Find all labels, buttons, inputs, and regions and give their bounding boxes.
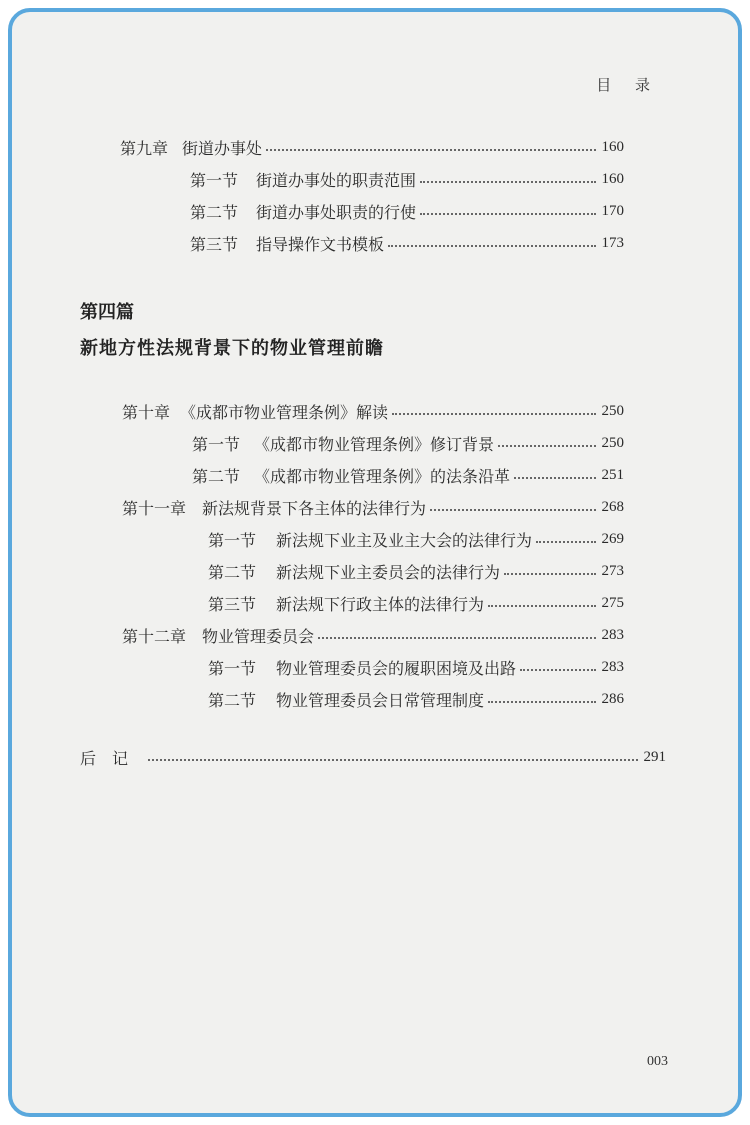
page-number: 283 [601, 626, 624, 643]
page-number: 269 [601, 530, 624, 547]
section-label: 第二节 [208, 564, 257, 582]
section-title: 指导操作文书模板 [256, 236, 385, 254]
page-number: 173 [601, 234, 624, 251]
toc-section-entry[interactable] [208, 558, 624, 584]
section-title: 新法规下行政主体的法律行为 [276, 596, 485, 614]
page-folio: 003 [647, 1054, 668, 1069]
page-frame [8, 8, 742, 1117]
section-label: 第一节 [208, 532, 257, 550]
dot-leader [488, 701, 595, 703]
page-number: 286 [601, 690, 624, 707]
chapter-title: 街道办事处 [182, 140, 263, 158]
dot-leader [420, 213, 595, 215]
page-number: 273 [601, 562, 624, 579]
page-number: 160 [601, 170, 624, 187]
chapter-title: 新法规背景下各主体的法律行为 [202, 500, 427, 518]
section-title: 物业管理委员会的履职困境及出路 [276, 660, 517, 678]
dot-leader [266, 149, 595, 151]
section-title: 《成都市物业管理条例》修订背景 [254, 436, 495, 454]
section-label: 第三节 [190, 236, 239, 254]
section-title: 新法规下业主及业主大会的法律行为 [276, 532, 533, 550]
page-number: 283 [601, 658, 624, 675]
section-title: 物业管理委员会日常管理制度 [276, 692, 485, 710]
dot-leader [514, 477, 595, 479]
dot-leader [148, 759, 637, 761]
dot-leader [392, 413, 595, 415]
chapter-label: 第十二章 [122, 628, 187, 646]
toc-section-entry[interactable] [190, 166, 624, 192]
section-title: 新法规下业主委员会的法律行为 [276, 564, 501, 582]
section-label: 第一节 [192, 436, 241, 454]
toc-section-entry[interactable] [208, 686, 624, 712]
page-number: 170 [601, 202, 624, 219]
page-number: 160 [601, 138, 624, 155]
chapter-label: 第十一章 [122, 500, 187, 518]
running-header: 目 录 [596, 78, 660, 94]
dot-leader [498, 445, 595, 447]
dot-leader [388, 245, 595, 247]
toc-chapter-entry[interactable] [122, 494, 624, 520]
toc-section-entry[interactable] [192, 430, 624, 456]
toc-section-entry[interactable] [208, 590, 624, 616]
part-title: 新地方性法规背景下的物业管理前瞻 [80, 338, 384, 358]
toc-section-entry[interactable] [208, 526, 624, 552]
page-number: 250 [601, 434, 624, 451]
dot-leader [420, 181, 595, 183]
toc-section-entry[interactable] [208, 654, 624, 680]
toc-section-entry[interactable] [190, 198, 624, 224]
dot-leader [504, 573, 595, 575]
page-number: 268 [601, 498, 624, 515]
toc-chapter-entry[interactable] [122, 398, 624, 424]
dot-leader [430, 509, 595, 511]
dot-leader [318, 637, 595, 639]
section-label: 第二节 [190, 204, 239, 222]
section-label: 第一节 [208, 660, 257, 678]
section-label: 第一节 [190, 172, 239, 190]
dot-leader [488, 605, 595, 607]
toc-afterword-entry[interactable] [80, 744, 666, 770]
page-number: 250 [601, 402, 624, 419]
section-title: 《成都市物业管理条例》的法条沿革 [254, 468, 511, 486]
chapter-title: 《成都市物业管理条例》解读 [180, 404, 389, 422]
toc-section-entry[interactable] [190, 230, 624, 256]
page-number: 275 [601, 594, 624, 611]
chapter-label: 第十章 [122, 404, 171, 422]
section-label: 第二节 [208, 692, 257, 710]
section-label: 第二节 [192, 468, 241, 486]
page-number: 291 [643, 748, 666, 765]
section-title: 街道办事处职责的行使 [256, 204, 417, 222]
toc-chapter-entry[interactable] [122, 622, 624, 648]
toc-section-entry[interactable] [192, 462, 624, 488]
toc-chapter-entry[interactable] [120, 134, 624, 160]
dot-leader [536, 541, 595, 543]
dot-leader [520, 669, 595, 671]
part-label: 第四篇 [80, 302, 134, 322]
page-number: 251 [601, 466, 624, 483]
book-page [12, 12, 738, 1113]
chapter-title: 物业管理委员会 [202, 628, 315, 646]
afterword-label: 后记 [80, 750, 145, 768]
section-label: 第三节 [208, 596, 257, 614]
section-title: 街道办事处的职责范围 [256, 172, 417, 190]
chapter-label: 第九章 [120, 140, 169, 158]
